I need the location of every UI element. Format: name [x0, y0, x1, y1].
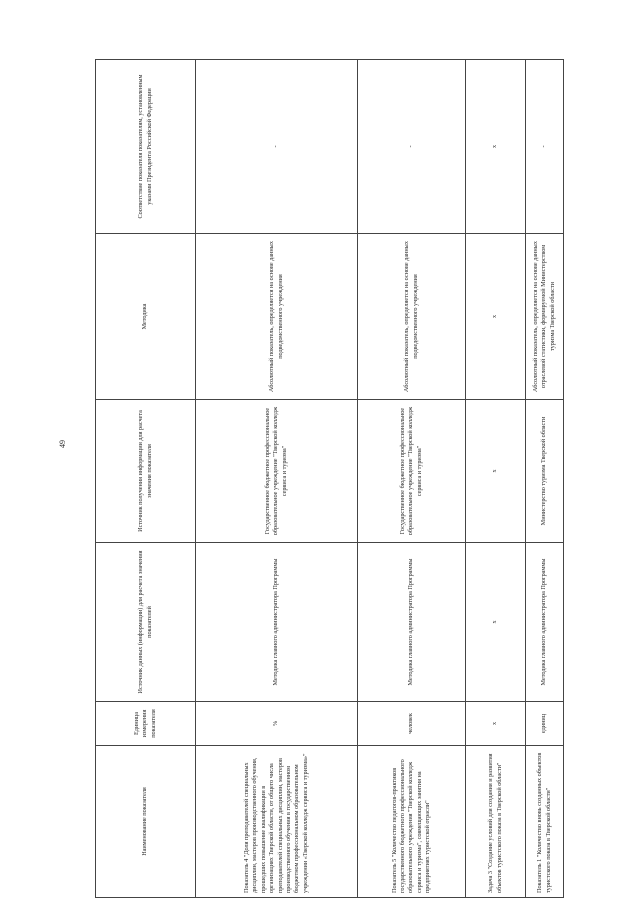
header-compliance: Соответствие показателя показателям, установленным указами Президента Российской Федерации: [96, 60, 196, 234]
indicator-info-source: х: [466, 400, 526, 543]
table-row: [526, 60, 564, 898]
indicator-compliance: -: [526, 60, 564, 234]
header-info-source: Источник получения информации для расчета значения показателя: [96, 400, 196, 543]
table-row: [196, 60, 358, 898]
indicator-method: Абсолютный показатель, определяется на основе данных подведомственного учреждения: [358, 234, 466, 400]
header-method: Методика: [96, 234, 196, 400]
indicator-data-source: х: [466, 543, 526, 702]
indicator-data-source: Методика главного администратора Программы: [526, 543, 564, 702]
indicator-info-source: Министерство туризма Тверской области: [526, 400, 564, 543]
indicator-unit: х: [466, 702, 526, 746]
table-row: [466, 60, 526, 898]
header-data-source: Источник данных (информации) для расчета значения показателей: [96, 543, 196, 702]
indicator-unit: единиц: [526, 702, 564, 746]
indicator-name: Показатель 4 "Доля преподавателей специальных дисциплин, мастеров производственного обучения, прошедших повышение квалификации в организациях Тверской области, от общего числа преподавателей специальных дисциплин, мастеров производственного обучения в государственном бюджетном профессиональном образовательном учреждении «Тверской колледж сервиса и туризма»": [196, 746, 358, 898]
indicator-compliance: -: [358, 60, 466, 234]
indicator-table-wrapper: [95, 60, 563, 898]
page-number: 49: [58, 440, 67, 448]
indicator-unit: %: [196, 702, 358, 746]
indicator-method: х: [466, 234, 526, 400]
indicator-data-source: Методика главного администратора Программы: [196, 543, 358, 702]
indicator-data-source: Методика главного администратора Программы: [358, 543, 466, 702]
indicator-name: Задача 3 "Создание условий для создания и развития объектов туристского показа в Тверской области": [466, 746, 526, 898]
indicator-info-source: Государственное бюджетное профессиональное образовательное учреждение "Тверской колледж сервиса и туризма": [196, 400, 358, 543]
header-unit: Единица измерения показателя: [96, 702, 196, 746]
indicator-method: Абсолютный показатель, определяется на основе данных отраслевой статистики, формируемой Министерством туризма Тверской области: [526, 234, 564, 400]
indicator-unit: человек: [358, 702, 466, 746]
indicator-compliance: -: [196, 60, 358, 234]
indicator-name: Показатель 5 "Количество педагогов-практиков государственного бюджетного профессионального образовательного учреждения "Тверской колледж сервиса и туризма", совмещающих занятия на предприятиях туристской отрасли": [358, 746, 466, 898]
indicator-info-source: Государственное бюджетное профессиональное образовательное учреждение "Тверской колледж сервиса и туризма": [358, 400, 466, 543]
table-row: [358, 60, 466, 898]
header-name: Наименование показателя: [96, 746, 196, 898]
indicator-name: Показатель 1 "Количество вновь созданных объектов туристского показа в Тверской области": [526, 746, 564, 898]
indicator-method: Абсолютный показатель, определяется на основе данных подведомственного учреждения: [196, 234, 358, 400]
table-header-row: [96, 60, 196, 898]
indicator-compliance: х: [466, 60, 526, 234]
indicator-table: [95, 59, 564, 898]
